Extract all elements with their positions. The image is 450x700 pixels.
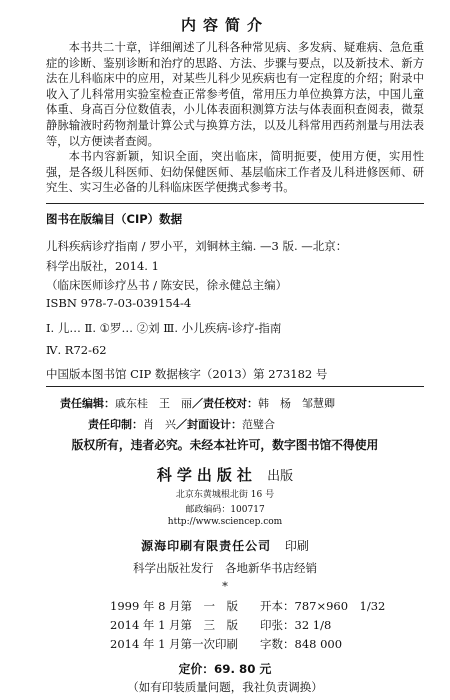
quality-note: （如有印装质量问题，我社负责调换） xyxy=(127,680,323,694)
distribution-line: 科学出版社发行 各地新华书店经销 xyxy=(133,561,317,575)
publisher-name: 科学出版社 xyxy=(156,466,257,484)
cip-series-line: （临床医师诊疗丛书 / 陈安民，徐永健总主编） xyxy=(46,278,288,292)
publisher-website: http://www.sciencep.com xyxy=(167,517,283,527)
publisher-address: 北京东黄城根北街 16 号 xyxy=(175,490,275,500)
print-manager-name: 肖 兴 xyxy=(143,418,176,431)
intro-title: 内容简介 xyxy=(180,16,269,34)
cip-publisher-line: 科学出版社，2014. 1 xyxy=(46,259,159,273)
third-edition: 2014 年 1 月第 三 版 xyxy=(110,618,239,632)
credits-editors xyxy=(60,395,335,411)
first-printing: 2014 年 1 月第一次印刷 xyxy=(110,637,239,651)
cip-clc-number: Ⅳ. R72-62 xyxy=(46,343,107,357)
cip-classification: Ⅰ. 儿… Ⅱ. ①罗… ②刘 Ⅲ. 小儿疾病-诊疗-指南 xyxy=(46,321,282,335)
editor-label: 责任编辑： xyxy=(60,397,115,410)
book-format: 开本：787×960 1/32 xyxy=(260,599,386,613)
cip-library-check: 中国版本图书馆 CIP 数据核字（2013）第 273182 号 xyxy=(46,367,328,381)
cip-title-line: 儿科疾病诊疗指南 / 罗小平，刘铜林主编. —3 版. —北京： xyxy=(46,239,348,253)
proofreader-label: ／责任校对： xyxy=(192,397,258,410)
isbn: ISBN 978-7-03-039154-4 xyxy=(46,296,192,310)
word-count: 字数：848 000 xyxy=(260,637,343,651)
editor-names: 戚东桂 王 丽 xyxy=(115,397,192,410)
rights-notice: 版权所有，违者必究。未经本社许可，数字图书馆不得使用 xyxy=(71,438,379,452)
printer-role: 印刷 xyxy=(284,539,309,553)
credits-production xyxy=(88,416,275,432)
intro-paragraph-1: 本书共二十章，详细阐述了儿科各种常见病、多发病、疑难病、急危重症的诊断、鉴别诊断和治疗的思路、方法、步骤与要点，以及新技术、新方法在儿科临床中的应用，对某些儿科少见疾病也有一定程度的介绍；附录中收入了儿科常用实验室检查正常参考值，常用压力单位换算方法，中国儿童体重、身高百分位数值表，小儿体表面积测算方法与体表面积查阅表，微泵静脉输液时药物剂量计算公式与换算方法，以及儿科常用西药剂量与用法表等，以方便读者查阅。 xyxy=(46,41,424,148)
print-manager-label: 责任印制： xyxy=(88,418,143,431)
intro-paragraph-2: 本书内容新颖，知识全面，突出临床，简明扼要，使用方便，实用性强，是各级儿科医师、妇幼保健医师、基层临床工作者及儿科进修医师、研究生、实习生必备的儿科临床医学便携式参考书。 xyxy=(46,150,424,195)
divider-mid xyxy=(46,386,424,387)
publisher-postcode: 邮政编码：100717 xyxy=(185,505,265,515)
printer-line xyxy=(0,537,450,554)
cip-heading: 图书在版编目（CIP）数据 xyxy=(46,212,183,226)
first-edition: 1999 年 8 月第 一 版 xyxy=(110,599,239,613)
intro-summary xyxy=(46,40,424,196)
cover-designer-name: 范璧合 xyxy=(242,418,275,431)
cover-design-label: ／封面设计： xyxy=(176,418,242,431)
price: 定价：69. 80 元 xyxy=(178,662,272,676)
proofreader-names: 韩 杨 邹慧卿 xyxy=(258,397,335,410)
publisher-line xyxy=(0,464,450,485)
separator-asterisk: * xyxy=(222,579,228,593)
printer-name: 源海印刷有限责任公司 xyxy=(141,539,272,553)
publisher-role: 出版 xyxy=(267,469,294,484)
printed-sheets: 印张：32 1/8 xyxy=(260,618,332,632)
divider-top xyxy=(46,203,424,204)
